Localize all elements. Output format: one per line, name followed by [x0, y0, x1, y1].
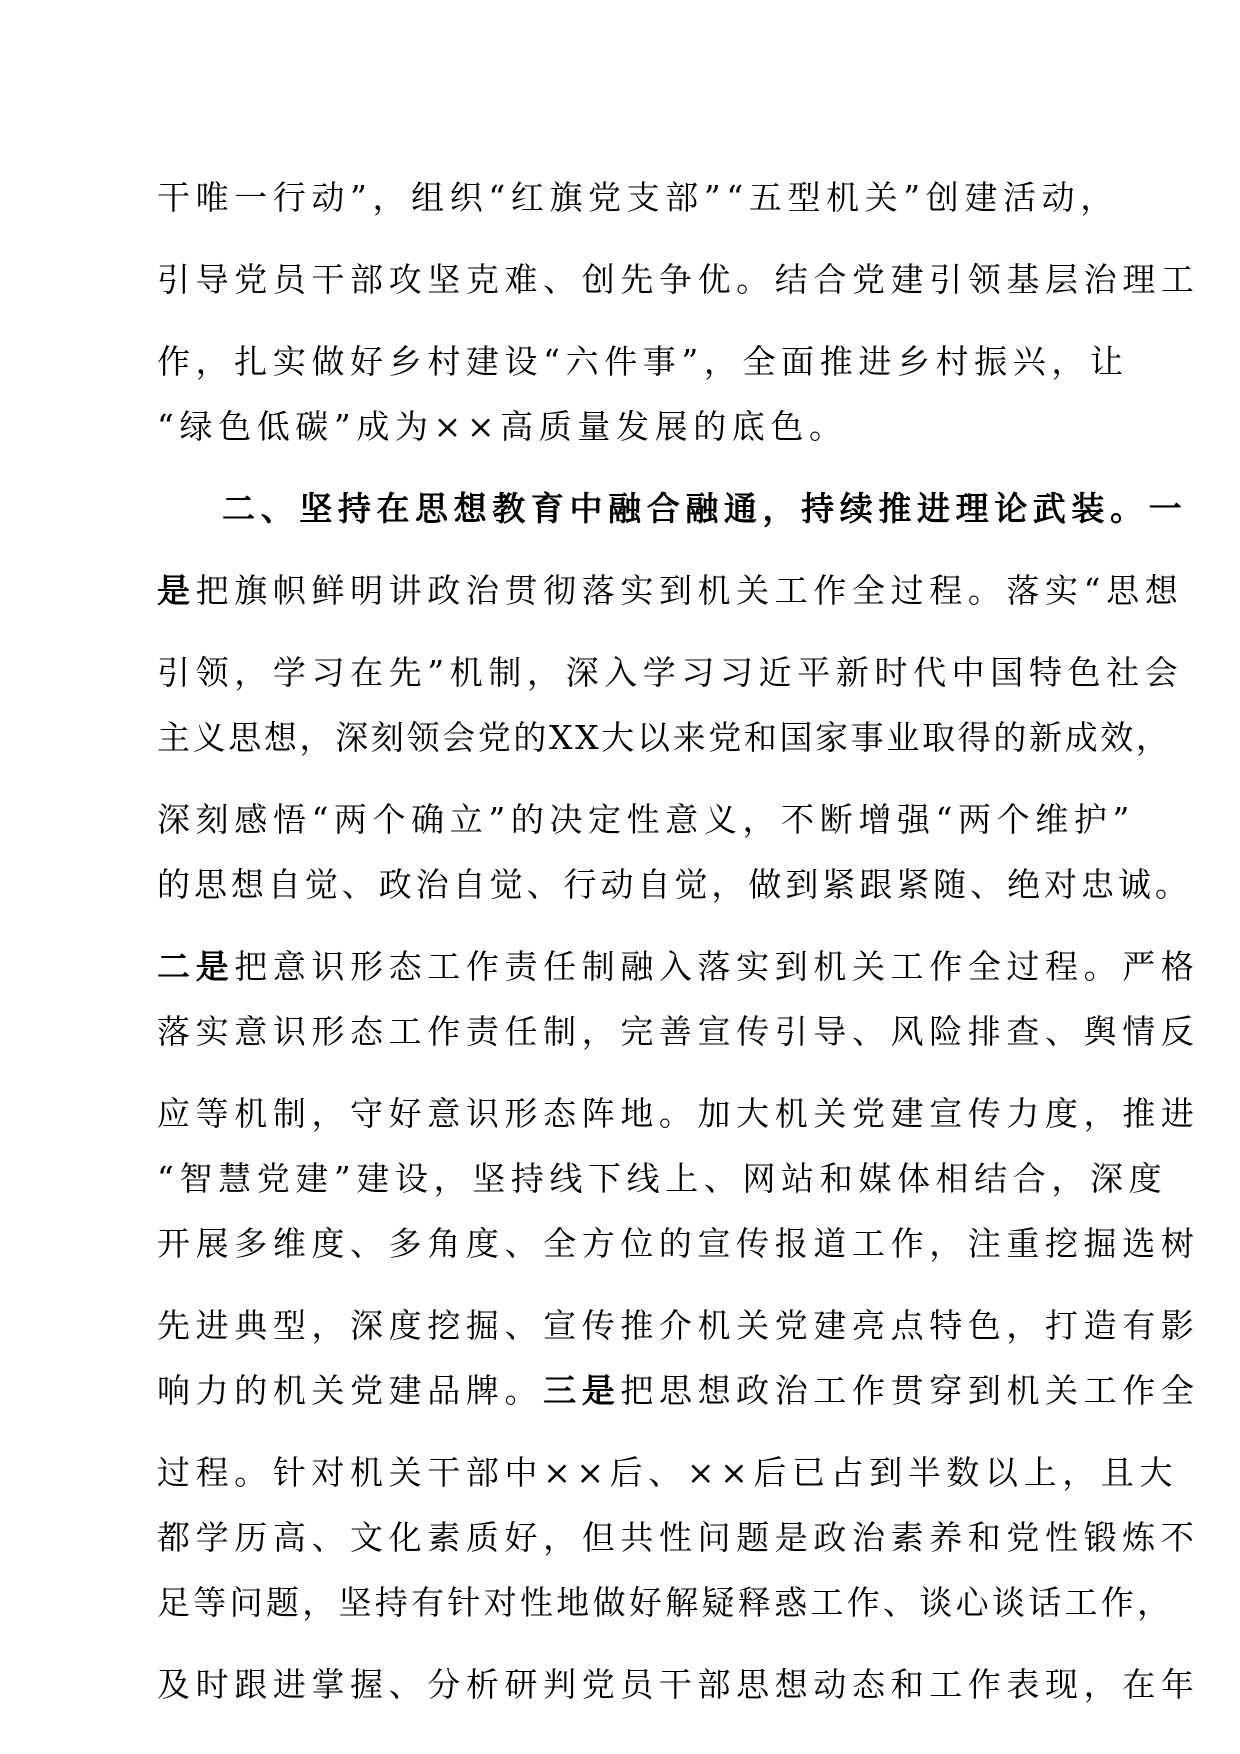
text-run: 引领，学习在先”机制，深入学习习近平新时代中国特色社会 [157, 653, 1184, 692]
paragraph-line [157, 1508, 1200, 1568]
list-marker: 三是 [543, 1371, 621, 1410]
text-run: 的思想自觉、政治自觉、行动自觉，做到紧跟紧随、绝对忠诚。 [157, 865, 1192, 904]
paragraph-line [157, 855, 1192, 915]
text-run: 把意识形态工作责任制融入落实到机关工作全过程。严格 [234, 947, 1200, 986]
text-run: 开展多维度、多角度、全方位的宣传报道工作，注重挖掘选树 [157, 1224, 1200, 1263]
text-run: 把旗帜鲜明讲政治贯彻落实到机关工作全过程。落实“思想 [195, 571, 1184, 610]
paragraph-line [157, 1573, 1174, 1633]
text-run: 引导党员干部攻坚克难、创先争优。结合党建引领基层治理工 [157, 260, 1200, 299]
paragraph-line [157, 250, 1200, 310]
paragraph-line [157, 1214, 1200, 1274]
paragraph-line [157, 937, 1200, 997]
paragraph-line [157, 1655, 1200, 1715]
paragraph-line [157, 790, 1135, 850]
list-marker: 是 [157, 571, 196, 610]
text-run: 把思想政治工作贯穿到机关工作全 [620, 1371, 1200, 1410]
text-run: 及时跟进掌握、分析研判党员干部思想动态和工作表现，在年 [157, 1665, 1200, 1704]
text-run: “智慧党建”建设，坚持线下线上、网站和媒体相结合，深度 [157, 1159, 1168, 1198]
section-heading [222, 479, 1188, 539]
paragraph-line [157, 643, 1184, 703]
paragraph-line [157, 1296, 1200, 1356]
paragraph-line [157, 397, 1097, 457]
heading-text: 二、坚持在思想教育中融合融通，持续推进理论武装。一 [222, 489, 1188, 528]
paragraph-line [157, 1443, 1179, 1503]
text-run: 响力的机关党建品牌。 [157, 1371, 544, 1410]
text-run: 主义思想，深刻领会党的XX大以来党和国家事业取得的新成效， [157, 718, 1172, 757]
list-marker: 二是 [157, 947, 235, 986]
paragraph-line [157, 708, 1172, 768]
text-run: 先进典型，深度挖掘、宣传推介机关党建亮点特色，打造有影 [157, 1306, 1200, 1345]
text-run: 作，扎实做好乡村建设“六件事”，全面推进乡村振兴，让 [157, 342, 1129, 381]
paragraph-line [157, 1361, 1200, 1421]
paragraph-line [157, 561, 1184, 621]
paragraph-line [157, 1084, 1200, 1144]
paragraph-line [157, 332, 1129, 392]
paragraph-line [157, 1002, 1200, 1062]
text-run: 应等机制，守好意识形态阵地。加大机关党建宣传力度，推进 [157, 1094, 1200, 1133]
text-run: 深刻感悟“两个确立”的决定性意义，不断增强“两个维护” [157, 800, 1135, 839]
paragraph-line [157, 1149, 1168, 1209]
text-run: 落实意识形态工作责任制，完善宣传引导、风险排查、舆情反 [157, 1012, 1200, 1051]
paragraph-line [157, 168, 1119, 228]
text-run: 过程。针对机关干部中××后、××后已占到半数以上，且大 [157, 1453, 1179, 1492]
text-run: 足等问题，坚持有针对性地做好解疑释惑工作、谈心谈话工作， [157, 1583, 1174, 1622]
text-run: “绿色低碳”成为××高质量发展的底色。 [157, 407, 848, 446]
text-run: 干唯一行动”，组织“红旗党支部”“五型机关”创建活动， [157, 178, 1119, 217]
text-run: 都学历高、文化素质好，但共性问题是政治素养和党性锻炼不 [157, 1518, 1200, 1557]
